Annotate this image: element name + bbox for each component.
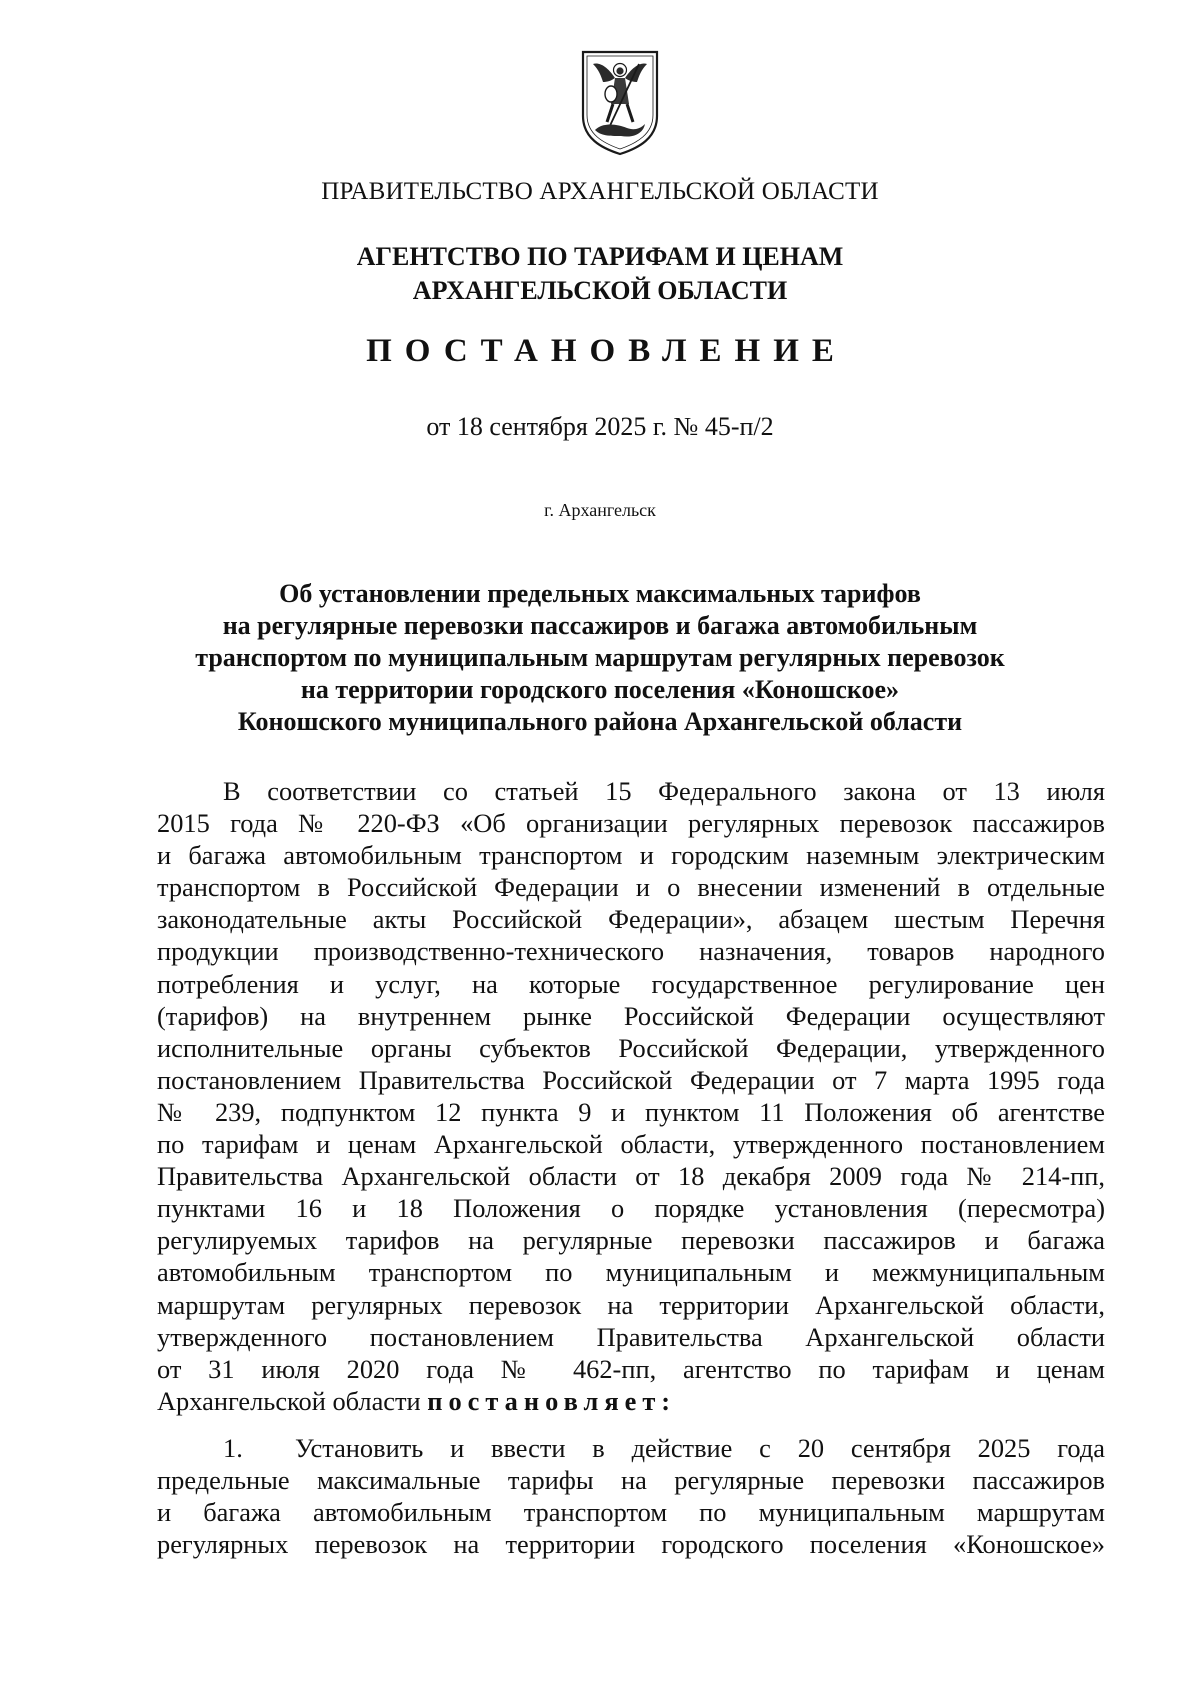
body-line-final <box>157 1385 1105 1417</box>
government-name: ПРАВИТЕЛЬСТВО АРХАНГЕЛЬСКОЙ ОБЛАСТИ <box>321 178 879 205</box>
body-line: постановлением Правительства Российской Федерации от 7 марта 1995 года <box>157 1064 1105 1095</box>
body-line: пунктами 16 и 18 Положения о порядке установления (пересмотра) <box>157 1193 1105 1224</box>
subject-line: Коношского муниципального района Архангельской области <box>237 707 963 736</box>
body-line: (тарифов) на внутреннем рынке Российской Федерации осуществляют <box>157 1000 1105 1031</box>
coat-of-arms-icon <box>577 48 663 156</box>
body-line: № 239, подпунктом 12 пункта 9 и пунктом 11 Положения об агентстве <box>157 1096 1105 1127</box>
body-line: и багажа автомобильным транспортом по муниципальным маршрутам <box>157 1497 1105 1528</box>
body-line: Правительства Архангельской области от 18 декабря 2009 года № 214-пп, <box>157 1161 1105 1192</box>
agency-name <box>0 240 1200 308</box>
body-line-text: Установить и ввести в действие с 20 сентября 2025 года <box>295 1433 1105 1463</box>
body-line: утвержденного постановлением Правительства Архангельской области <box>157 1321 1105 1352</box>
body-line: законодательные акты Российской Федерации», абзацем шестым Перечня <box>157 904 1105 935</box>
document-date-number: от 18 сентября 2025 г. № 45-п/2 <box>426 412 774 441</box>
body-line: 2015 года № 220-ФЗ «Об организации регулярных перевозок пассажиров <box>157 808 1105 839</box>
body-line: автомобильным транспортом по муниципальным и межмуниципальным <box>157 1257 1105 1288</box>
agency-name-line: АГЕНТСТВО ПО ТАРИФАМ И ЦЕНАМ <box>356 242 844 271</box>
subject-line: транспортом по муниципальным маршрутам регулярных перевозок <box>195 643 1005 672</box>
body-line: регулярных перевозок на территории городского поселения «Коношское» <box>157 1529 1105 1560</box>
body-line: маршрутам регулярных перевозок на территории Архангельской области, <box>157 1289 1105 1320</box>
body-line: продукции производственно-технического назначения, товаров народного <box>157 936 1105 967</box>
document-type: ПОСТАНОВЛЕНИЕ <box>366 333 847 369</box>
body-line: потребления и услуг, на которые государственное регулирование цен <box>157 968 1105 999</box>
body-line: предельные максимальные тарифы на регулярные перевозки пассажиров <box>157 1465 1105 1496</box>
body-line: от 31 июля 2020 года № 462-пп, агентство по тарифам и ценам <box>157 1353 1105 1384</box>
document-subject <box>0 578 1200 738</box>
document-city: г. Архангельск <box>544 500 656 520</box>
item-1-paragraph <box>157 1432 1105 1560</box>
subject-line: Об установлении предельных максимальных тарифов <box>279 579 921 608</box>
body-line: и багажа автомобильным транспортом и городским наземным электрическим <box>157 840 1105 871</box>
item-number: 1. <box>223 1433 243 1463</box>
body-line: регулируемых тарифов на регулярные перевозки пассажиров и багажа <box>157 1225 1105 1256</box>
agency-name-line: АРХАНГЕЛЬСКОЙ ОБЛАСТИ <box>412 276 788 305</box>
body-line: транспортом в Российской Федерации и о внесении изменений в отдельные <box>157 872 1105 903</box>
body-line: по тарифам и ценам Архангельской области, утвержденного постановлением <box>157 1129 1105 1160</box>
item-1-first-line <box>157 1432 1105 1464</box>
body-line: исполнительные органы субъектов Российской Федерации, утвержденного <box>157 1032 1105 1063</box>
subject-line: на регулярные перевозки пассажиров и багажа автомобильным <box>222 611 978 640</box>
preamble-paragraph <box>157 775 1105 1417</box>
operative-word: постановляет: <box>427 1385 677 1416</box>
body-line-text: Архангельской области <box>157 1385 421 1416</box>
subject-line: на территории городского поселения «Коношское» <box>300 675 900 704</box>
body-line: В соответствии со статьей 15 Федерального закона от 13 июля <box>223 776 1105 806</box>
